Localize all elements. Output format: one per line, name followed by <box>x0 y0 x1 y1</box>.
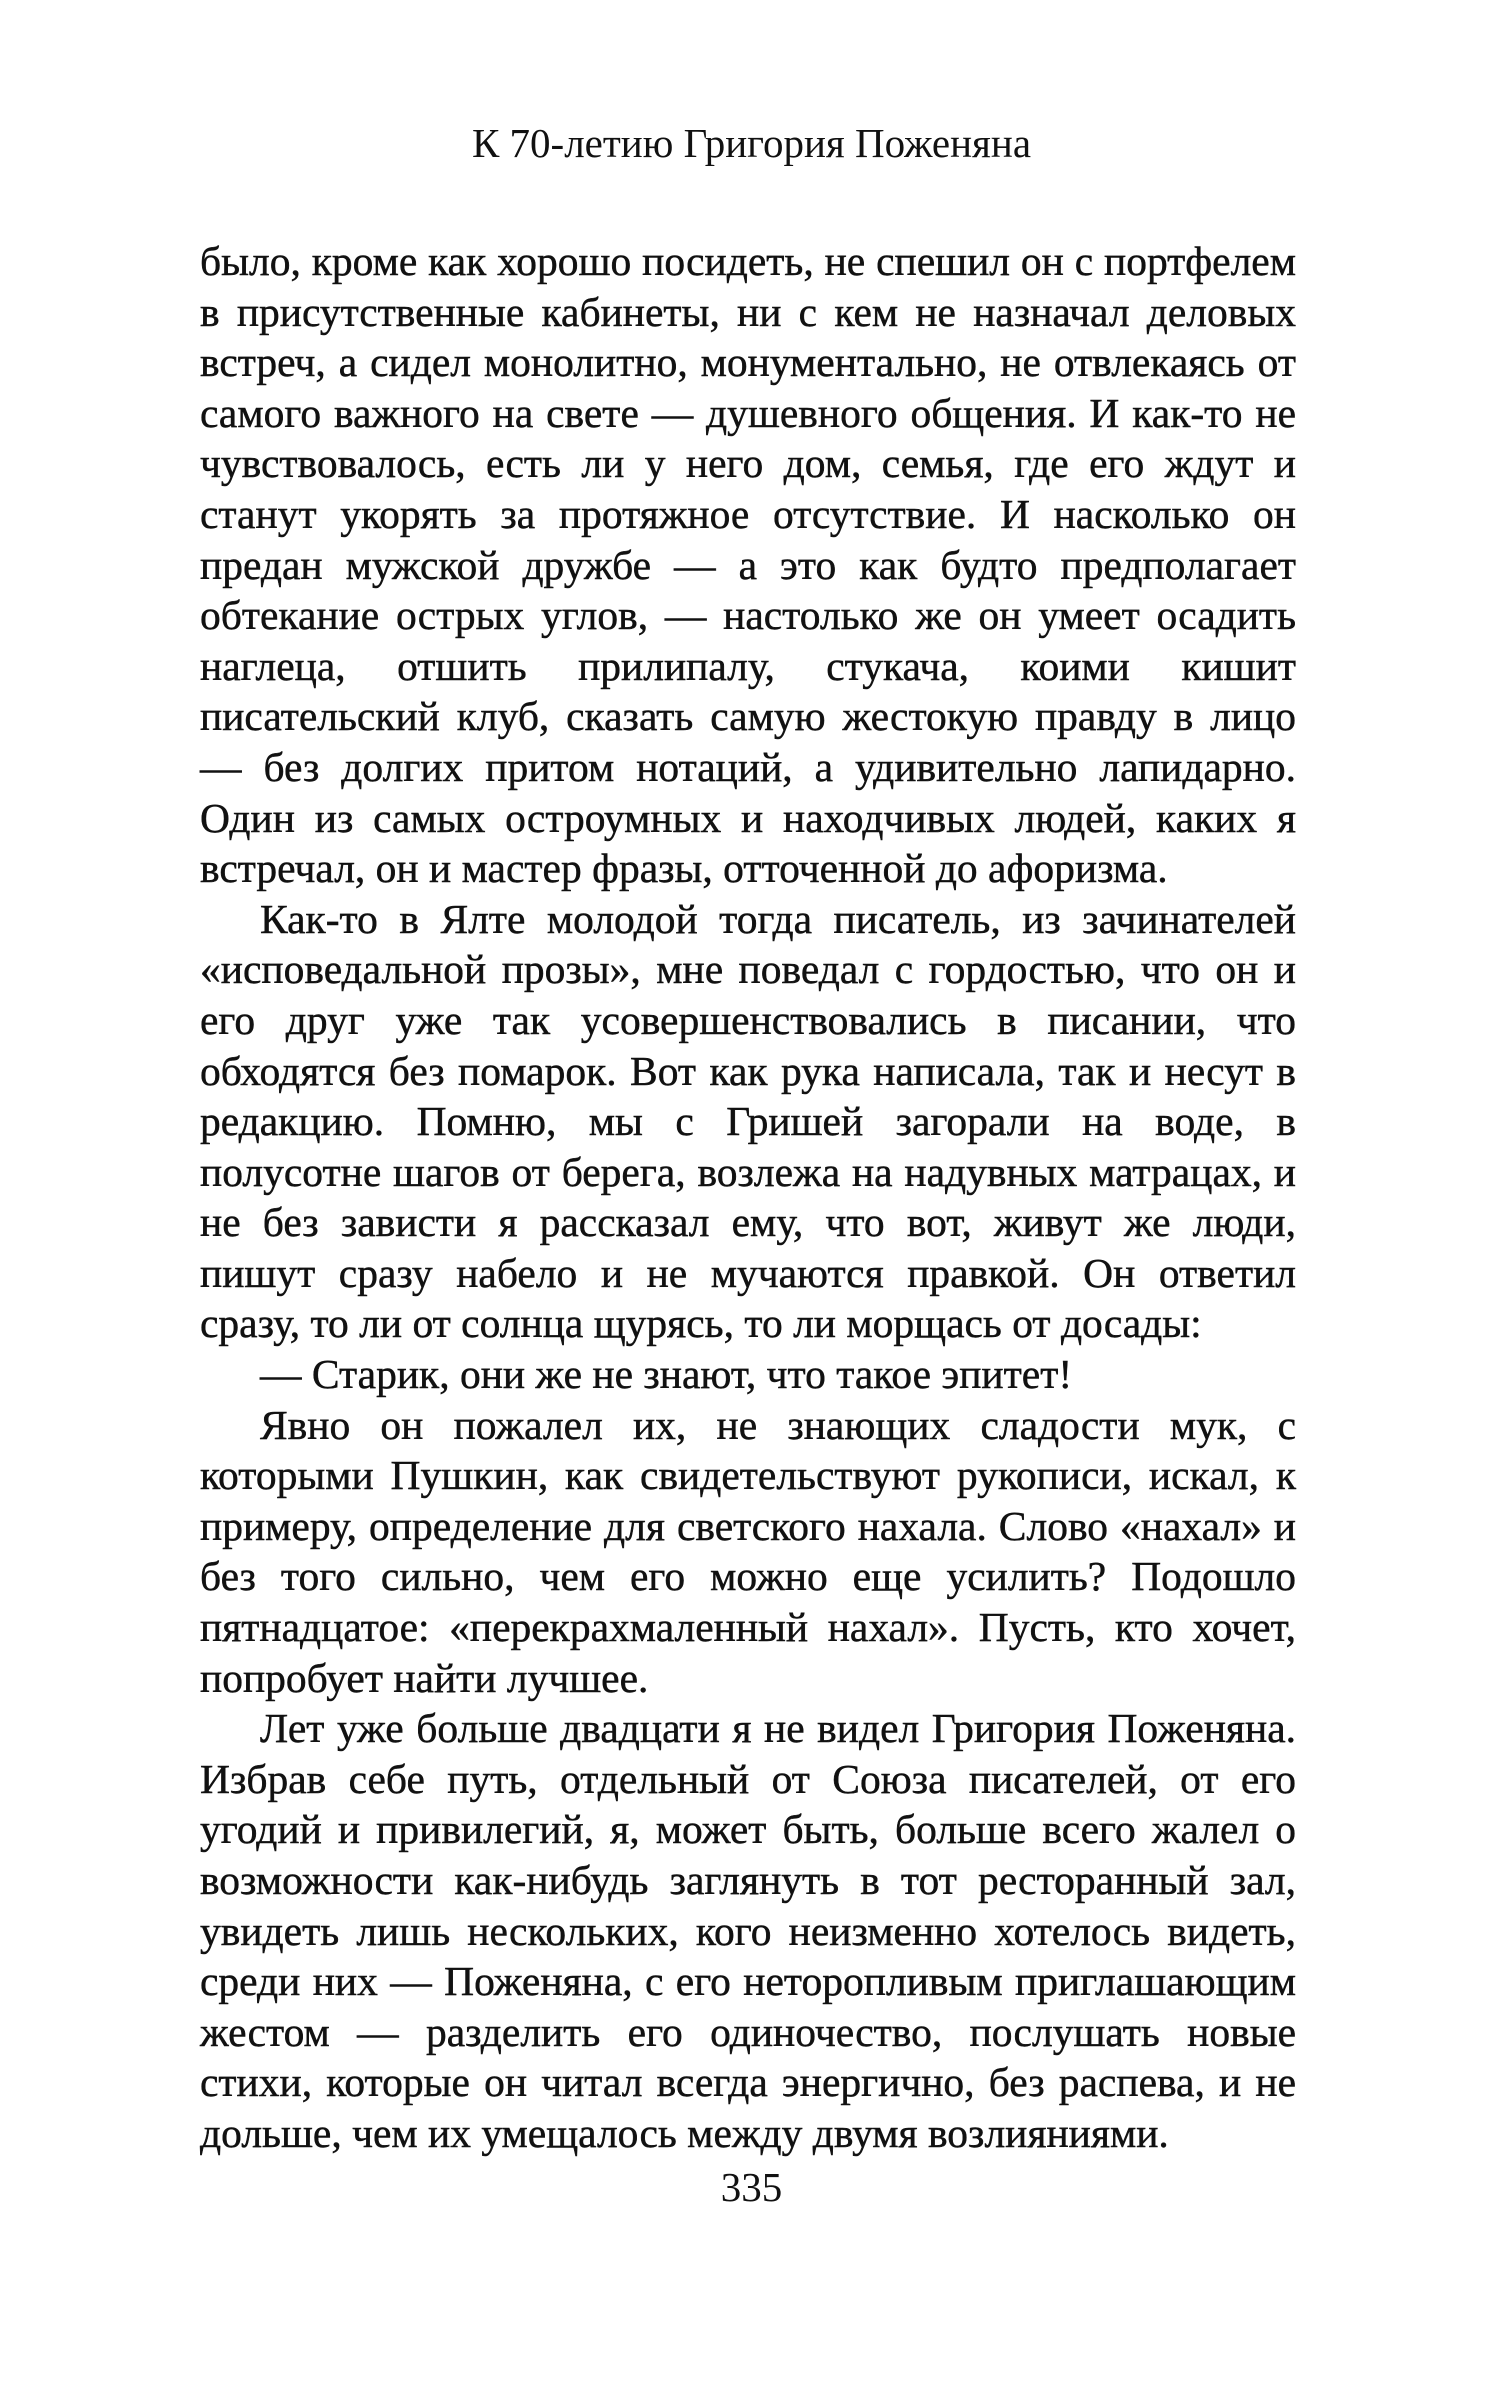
running-head-title: К 70-летию Григория Поженяна <box>471 120 1032 166</box>
paragraph: Явно он пожалел их, не знающих сладости мук, с которыми Пушкин, как свидетельствуют рукописи, искал, к примеру, определение для светского нахала. Слово «нахал» и без того сильно, чем его можно еще усилить? Подошло пятнадцатое: «перекрахмаленный нахал». Пусть, кто хочет, попробует найти лучшее. <box>200 1401 1296 1701</box>
paragraph: Лет уже больше двадцати я не видел Григория Поженяна. Избрав себе путь, отдельный от Союза писателей, от его угодий и привилегий, я, может быть, больше всего жалел о возможности как-нибудь заглянуть в тот ресторанный зал, увидеть лишь нескольких, кого неизменно хотелось видеть, среди них — Поженяна, с его неторопливым приглашающим жестом — разделить его одиночество, послушать новые стихи, которые он читал всегда энергично, без распева, и не дольше, чем их умещалось между двумя возлияниями. <box>200 1705 1296 2156</box>
body-text <box>200 236 1296 2159</box>
paragraph-continued: было, кроме как хорошо посидеть, не спешил он с портфелем в присутственные кабинеты, ни с кем не назначал деловых встреч, а сидел монолитно, монументально, не отвлекаясь от самого важного на свете — душевного общения. И как-то не чувствовалось, есть ли у него дом, семья, где его ждут и станут укорять за протяжное отсутствие. И насколько он предан мужской дружбе — а это как будто предполагает обтекание острых углов, — настолько же он умеет осадить наглеца, отшить прилипалу, стукача, коими кишит писательский клуб, сказать самую жестокую правду в лицо — без долгих притом нотаций, а удивительно лапидарно. Один из самых остроумных и находчивых людей, каких я встречал, он и мастер фразы, отточенной до афоризма. <box>200 238 1296 892</box>
page-number: 335 <box>720 2164 783 2210</box>
dialogue-line: — Старик, они же не знают, что такое эпитет! <box>260 1351 1073 1398</box>
paragraph: Как-то в Ялте молодой тогда писатель, из зачинателей «исповедальной прозы», мне поведал с гордостью, что он и его друг уже так усовершенствовались в писании, что обходятся без помарок. Вот как рука написала, так и несут в редакцию. Помню, мы с Гришей загорали на воде, в полусотне шагов от берега, возлежа на надувных матрацах, и не без зависти я рассказал ему, что вот, живут же люди, пишут сразу набело и не мучаются правкой. Он ответил сразу, то ли от солнца щурясь, то ли морщась от досады: <box>200 895 1296 1347</box>
